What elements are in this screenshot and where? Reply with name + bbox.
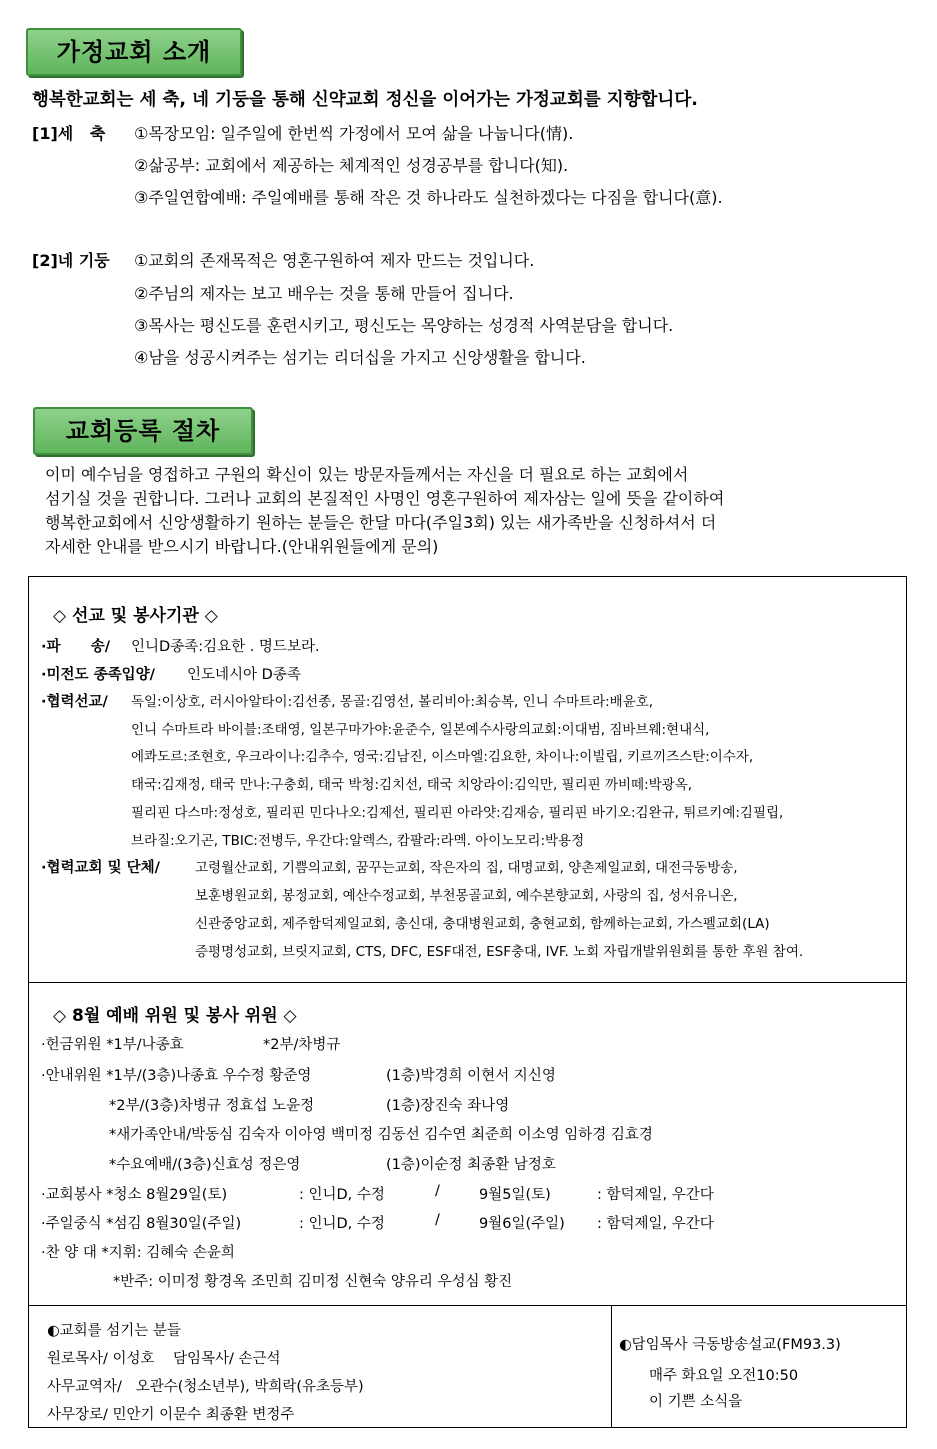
wednesday-ushers: *수요예배/(3층)신효성 정은영	[109, 1157, 301, 1173]
registration-line: 섬기실 것을 권합니다. 그러나 교회의 본질적인 사명인 영혼구원하여 제자삼는 일에 뜻을 같이하여	[45, 489, 725, 508]
servants-pastors: 원로목사/ 이성호 담임목사/ 손근석	[47, 1351, 281, 1367]
separator: /	[435, 1212, 440, 1228]
partner-line: 태국:김재정, 태국 만나:구충회, 태국 박청:김치선, 태국 치앙라이:김익만, 필리핀 까비떼:박광옥,	[131, 777, 693, 793]
choir-conductor: ·찬 양 대 *지휘: 김혜숙 손윤희	[41, 1245, 235, 1261]
choir-accompanist: *반주: 이미정 황경옥 조민희 김미정 신현숙 양유리 우성심 황진	[113, 1274, 513, 1290]
servants-elders: 사무장로/ 민안기 이문수 최종환 변정주	[47, 1407, 295, 1423]
dispatch-value: 인니D종족:김요한 . 명드보라.	[131, 639, 320, 655]
axis-item: ①목장모임: 일주일에 한번씩 가정에서 모여 삶을 나눕니다(情).	[134, 124, 574, 143]
partner-line: 필리핀 다스마:정성호, 필리핀 민다나오:김제선, 필리핀 아라얏:김재승, 필리핀 바기오:김완규, 튀르키예:김필립,	[131, 805, 784, 821]
meal-team-b: : 함덕제일, 우간다	[597, 1216, 714, 1232]
meal-team-a: : 인니D, 수정	[299, 1216, 385, 1232]
partners-label: ·협력선교/	[41, 694, 108, 710]
broadcast-time: 매주 화요일 오전10:50	[649, 1368, 799, 1384]
divider	[29, 1305, 906, 1306]
info-box	[28, 576, 907, 1428]
usher-first: ·안내위원 *1부/(3층)나종효 우수정 황준영	[41, 1068, 312, 1084]
meal-label: ·주일중식 *섬김 8월30일(주일)	[41, 1216, 242, 1232]
cleaning-team-a: : 인니D, 수정	[299, 1187, 385, 1203]
usher-first-floor1: (1층)박경희 이현서 지신영	[386, 1068, 556, 1084]
partner-line: 브라질:오기곤, TBIC:전병두, 우간다:알렉스, 캄팔라:라멕. 아이노모리:박용정	[131, 833, 585, 849]
pillar-item: ②주님의 제자는 보고 배우는 것을 통해 만들어 집니다.	[134, 284, 514, 303]
registration-line: 자세한 안내를 받으시기 바랍니다.(안내위원들에게 문의)	[45, 537, 439, 556]
org-line: 고령월산교회, 기쁨의교회, 꿈꾸는교회, 작은자의 집, 대명교회, 양촌제일교회, 대전극동방송,	[195, 860, 738, 876]
intro-title-badge: 가정교회 소개	[26, 28, 242, 76]
broadcast-program: 이 기쁜 소식을	[649, 1394, 743, 1410]
broadcast-title: ◐담임목사 극동방송설교(FM93.3)	[619, 1337, 841, 1353]
usher-second-floor1: (1층)장진숙 좌나영	[386, 1098, 510, 1114]
cleaning-label: ·교회봉사 *청소 8월29일(토)	[41, 1187, 228, 1203]
axis-item: ③주일연합예배: 주일예배를 통해 작은 것 하나라도 실천하겠다는 다짐을 합니다(意).	[134, 188, 723, 207]
axis-item: ②삶공부: 교회에서 제공하는 체계적인 성경공부를 합니다(知).	[134, 156, 569, 175]
partner-line: 에콰도르:조현호, 우크라이나:김추수, 영국:김남진, 이스마엘:김요한, 차이나:이빌립, 키르끼즈스탄:이수자,	[131, 749, 754, 765]
offering-first: ·헌금위원 *1부/나종효	[41, 1037, 184, 1053]
org-line: 증평명성교회, 브릿지교회, CTS, DFC, ESF대전, ESF충대, IVF. 노회 자립개발위원회를 통한 후원 참여.	[195, 944, 804, 960]
registration-line: 이미 예수님을 영접하고 구원의 확신이 있는 방문자들께서는 자신을 더 필요로 하는 교회에서	[45, 465, 689, 484]
august-title: ◇ 8월 예배 위원 및 봉사 위원 ◇	[53, 1006, 297, 1026]
offering-second: *2부/차병규	[263, 1037, 341, 1053]
registration-title-badge: 교회등록 절차	[33, 407, 253, 455]
servants-title: ◐교회를 섬기는 분들	[47, 1323, 181, 1339]
missions-title: ◇ 선교 및 봉사기관 ◇	[53, 606, 218, 626]
orgs-label: ·협력교회 및 단체/	[41, 860, 160, 876]
registration-line: 행복한교회에서 신앙생활하기 원하는 분들은 한달 마다(주일3회) 있는 새가족반을 신청하셔서 더	[45, 513, 717, 532]
pillar-item: ①교회의 존재목적은 영혼구원하여 제자 만드는 것입니다.	[134, 251, 535, 270]
unreached-value: 인도네시아 D종족	[187, 667, 301, 683]
newfamily-guide: *새가족안내/박동심 김숙자 이아영 백미정 김동선 김수연 최준희 이소영 임하경 김효경	[109, 1127, 653, 1143]
intro-lead: 행복한교회는 세 축, 네 기둥을 통해 신약교회 정신을 이어가는 가정교회를 지향합니다.	[32, 90, 698, 110]
separator: /	[435, 1183, 440, 1199]
org-line: 신관중앙교회, 제주함덕제일교회, 총신대, 충대병원교회, 충현교회, 함께하는교회, 가스펠교회(LA)	[195, 916, 770, 932]
partner-line: 인니 수마트라 바이블:조태영, 일본구마가야:윤준수, 일본예수사랑의교회:이대범, 짐바브웨:현내식,	[131, 722, 710, 738]
divider	[611, 1305, 612, 1427]
meal-date-b: 9월6일(주일)	[479, 1216, 565, 1232]
pillar-item: ④남을 성공시켜주는 섬기는 리더십을 가지고 신앙생활을 합니다.	[134, 348, 586, 367]
axes-label: [1]세 축	[32, 124, 106, 143]
pillars-label: [2]네 기둥	[32, 251, 110, 270]
wednesday-floor1: (1층)이순정 최종환 남정호	[386, 1157, 556, 1173]
cleaning-date-b: 9월5일(토)	[479, 1187, 551, 1203]
unreached-label: ·미전도 종족입양/	[41, 667, 155, 683]
partner-line: 독일:이상호, 러시아알타이:김선종, 몽골:김영선, 볼리비아:최승복, 인니 수마트라:배윤호,	[131, 694, 654, 710]
org-line: 보훈병원교회, 봉정교회, 예산수정교회, 부천몽골교회, 예수본향교회, 사랑의 집, 성서유니온,	[195, 888, 738, 904]
usher-second: *2부/(3층)차병규 정효섭 노윤정	[109, 1098, 315, 1114]
cleaning-team-b: : 함덕제일, 우간다	[597, 1187, 714, 1203]
pillar-item: ③목사는 평신도를 훈련시키고, 평신도는 목양하는 성경적 사역분담을 합니다.	[134, 316, 674, 335]
dispatch-label: ·파 송/	[41, 639, 111, 655]
divider	[29, 982, 906, 983]
servants-staff: 사무교역자/ 오관수(청소년부), 박희락(유초등부)	[47, 1379, 364, 1395]
